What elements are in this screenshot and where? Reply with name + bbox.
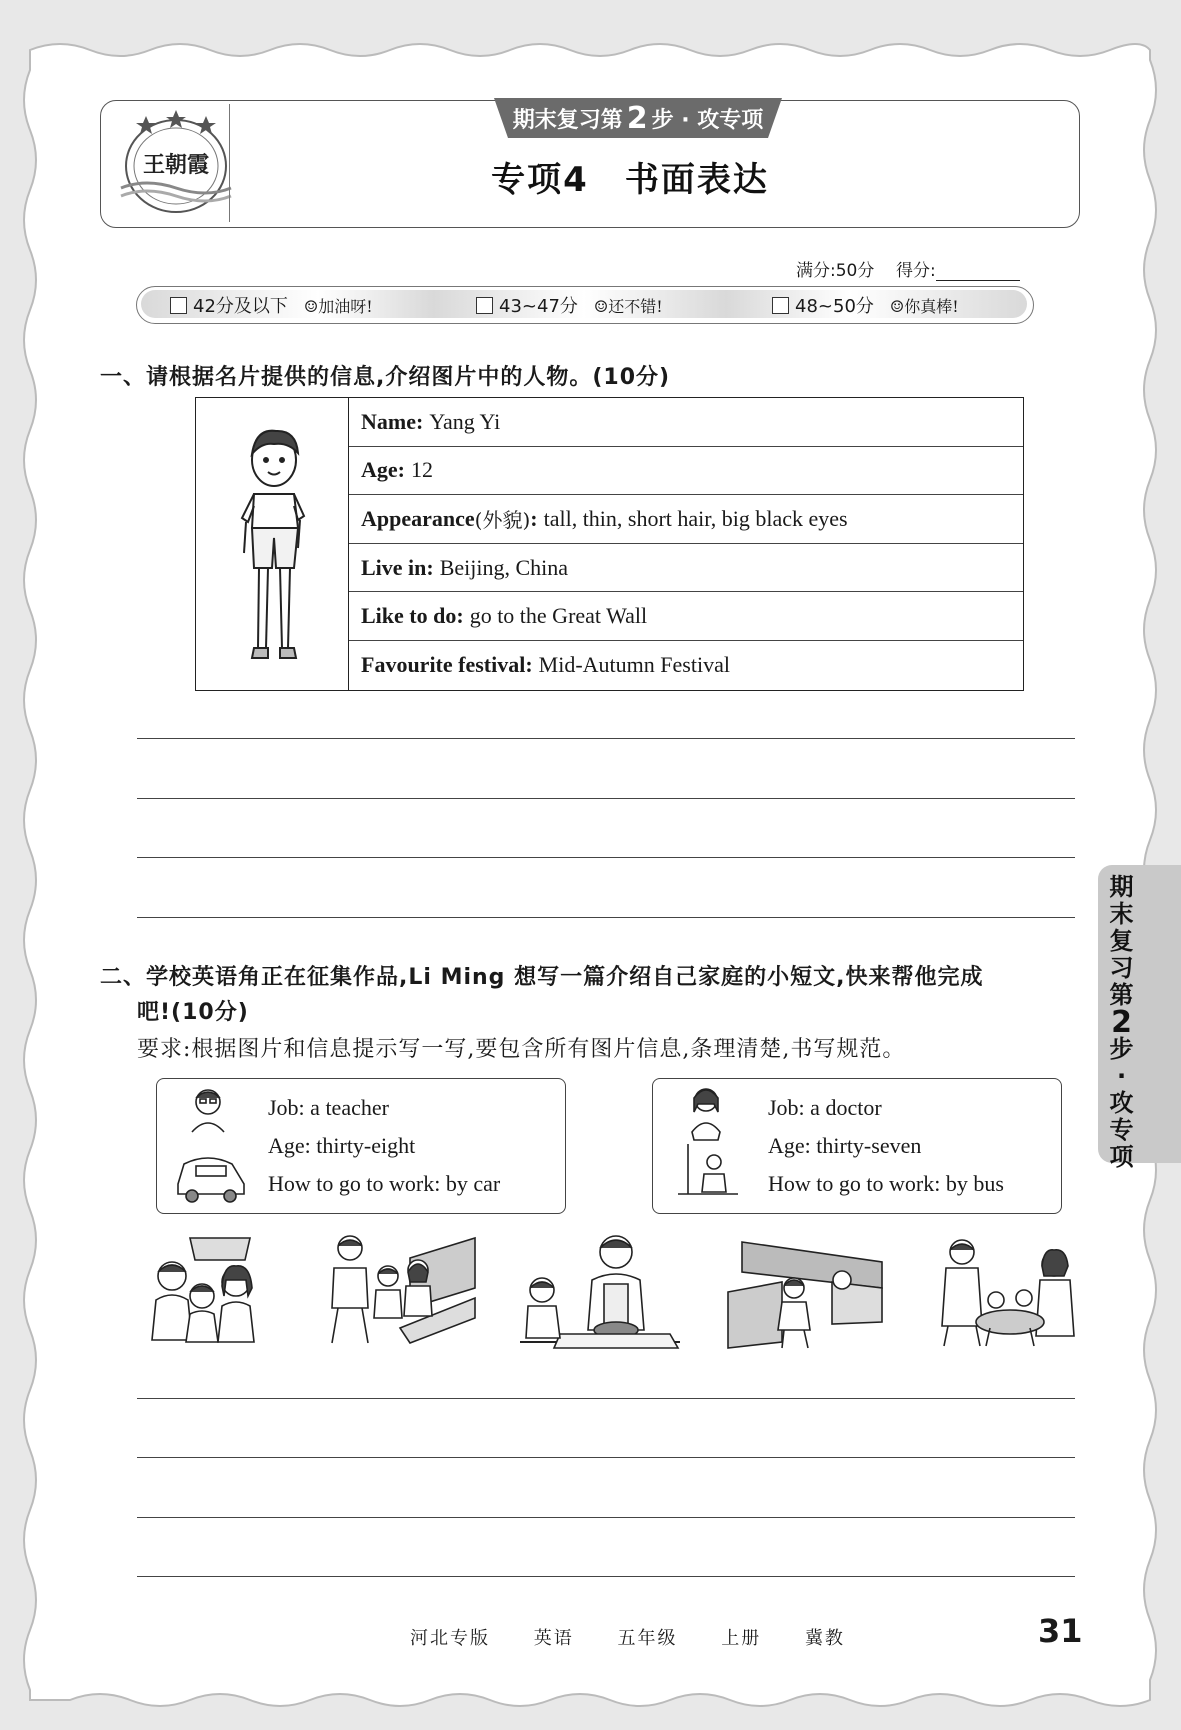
teacher-car-illustration	[172, 1084, 252, 1206]
mother-job: Job: a doctor	[768, 1095, 882, 1120]
step-prefix: 期末复习第	[512, 107, 623, 133]
teacher-school-illustration	[310, 1228, 480, 1348]
writing-line[interactable]	[137, 857, 1075, 858]
smile-face-icon: ☺	[593, 296, 609, 316]
happy-face-icon: ☺	[889, 296, 905, 316]
father-age: Age: thirty-eight	[268, 1133, 416, 1158]
family-portrait-illustration	[140, 1230, 270, 1348]
boy-illustration	[196, 398, 349, 690]
rating-checkbox[interactable]	[772, 297, 789, 314]
logo-text: 王朝霞	[142, 152, 210, 178]
doctor-bus-illustration	[668, 1084, 748, 1206]
info-card	[195, 397, 1024, 691]
writing-line[interactable]	[137, 798, 1075, 799]
writing-line[interactable]	[137, 738, 1075, 739]
side-tab-text: 期 末 复 习 第 2 步 · 攻 专 项	[1109, 873, 1134, 1171]
footer-info	[410, 1624, 867, 1650]
rating-checkbox[interactable]	[170, 297, 187, 314]
footer-volume: 上册	[721, 1628, 762, 1649]
footer-publisher: 冀教	[804, 1628, 845, 1649]
mother-transport: How to go to work: by bus	[768, 1171, 1004, 1196]
rating-range: 48~50分	[795, 296, 874, 317]
header-divider	[229, 104, 230, 222]
mother-age: Age: thirty-seven	[768, 1133, 922, 1158]
footer-edition: 河北专版	[410, 1628, 490, 1649]
writing-line[interactable]	[137, 1457, 1075, 1458]
info-row-live-in: Live in: Beijing, China	[349, 544, 1023, 593]
score-blank[interactable]	[936, 264, 1020, 281]
rating-option-low[interactable]	[170, 292, 373, 318]
info-row-name: Name: Yang Yi	[349, 398, 1023, 447]
cheer-face-icon: ☺	[303, 296, 319, 316]
score-line	[796, 256, 1020, 281]
got-score-label: 得分:	[895, 261, 936, 281]
info-card-rows	[349, 398, 1023, 690]
info-row-like-to-do: Like to do: go to the Great Wall	[349, 592, 1023, 641]
rating-range: 43~47分	[499, 296, 578, 317]
footer-grade: 五年级	[617, 1628, 678, 1649]
step-suffix: 步 · 攻专项	[651, 107, 764, 133]
page-title: 专项4 书面表达	[491, 160, 769, 200]
section2-heading-cont: 吧!(10分)	[137, 1000, 249, 1025]
footer-subject: 英语	[533, 1628, 574, 1649]
writing-line[interactable]	[137, 1517, 1075, 1518]
writing-line[interactable]	[137, 917, 1075, 918]
shopping-illustration	[722, 1232, 890, 1350]
rating-note: ☺还不错!	[593, 296, 663, 316]
father-transport: How to go to work: by car	[268, 1171, 501, 1196]
section1-heading: 一、请根据名片提供的信息,介绍图片中的人物。(10分)	[100, 365, 671, 390]
writing-line[interactable]	[137, 1398, 1075, 1399]
rating-option-mid[interactable]	[476, 292, 663, 318]
publisher-logo	[116, 108, 236, 220]
section2-requirement: 要求:根据图片和信息提示写一写,要包含所有图片信息,条理清楚,书写规范。	[137, 1037, 906, 1062]
writing-line[interactable]	[137, 1576, 1075, 1577]
info-row-age: Age: 12	[349, 447, 1023, 496]
cooking-illustration	[520, 1230, 680, 1352]
step-number: 2	[626, 100, 648, 136]
section2-heading: 二、学校英语角正在征集作品,Li Ming 想写一篇介绍自己家庭的小短文,快来帮他完成	[100, 965, 984, 990]
rating-note: ☺你真棒!	[889, 296, 959, 316]
step-label	[484, 98, 792, 138]
father-job: Job: a teacher	[268, 1095, 389, 1120]
party-illustration	[930, 1236, 1078, 1348]
info-row-appearance: Appearance (外貌) : tall, thin, short hair, big black eyes	[349, 495, 1023, 544]
rating-note: ☺加油呀!	[303, 296, 373, 316]
info-row-festival: Favourite festival: Mid-Autumn Festival	[361, 652, 730, 678]
rating-checkbox[interactable]	[476, 297, 493, 314]
page-number: 31	[1038, 1612, 1083, 1650]
rating-range: 42分及以下	[193, 296, 288, 317]
full-score: 满分:50分	[796, 261, 875, 281]
rating-option-high[interactable]	[772, 292, 959, 318]
